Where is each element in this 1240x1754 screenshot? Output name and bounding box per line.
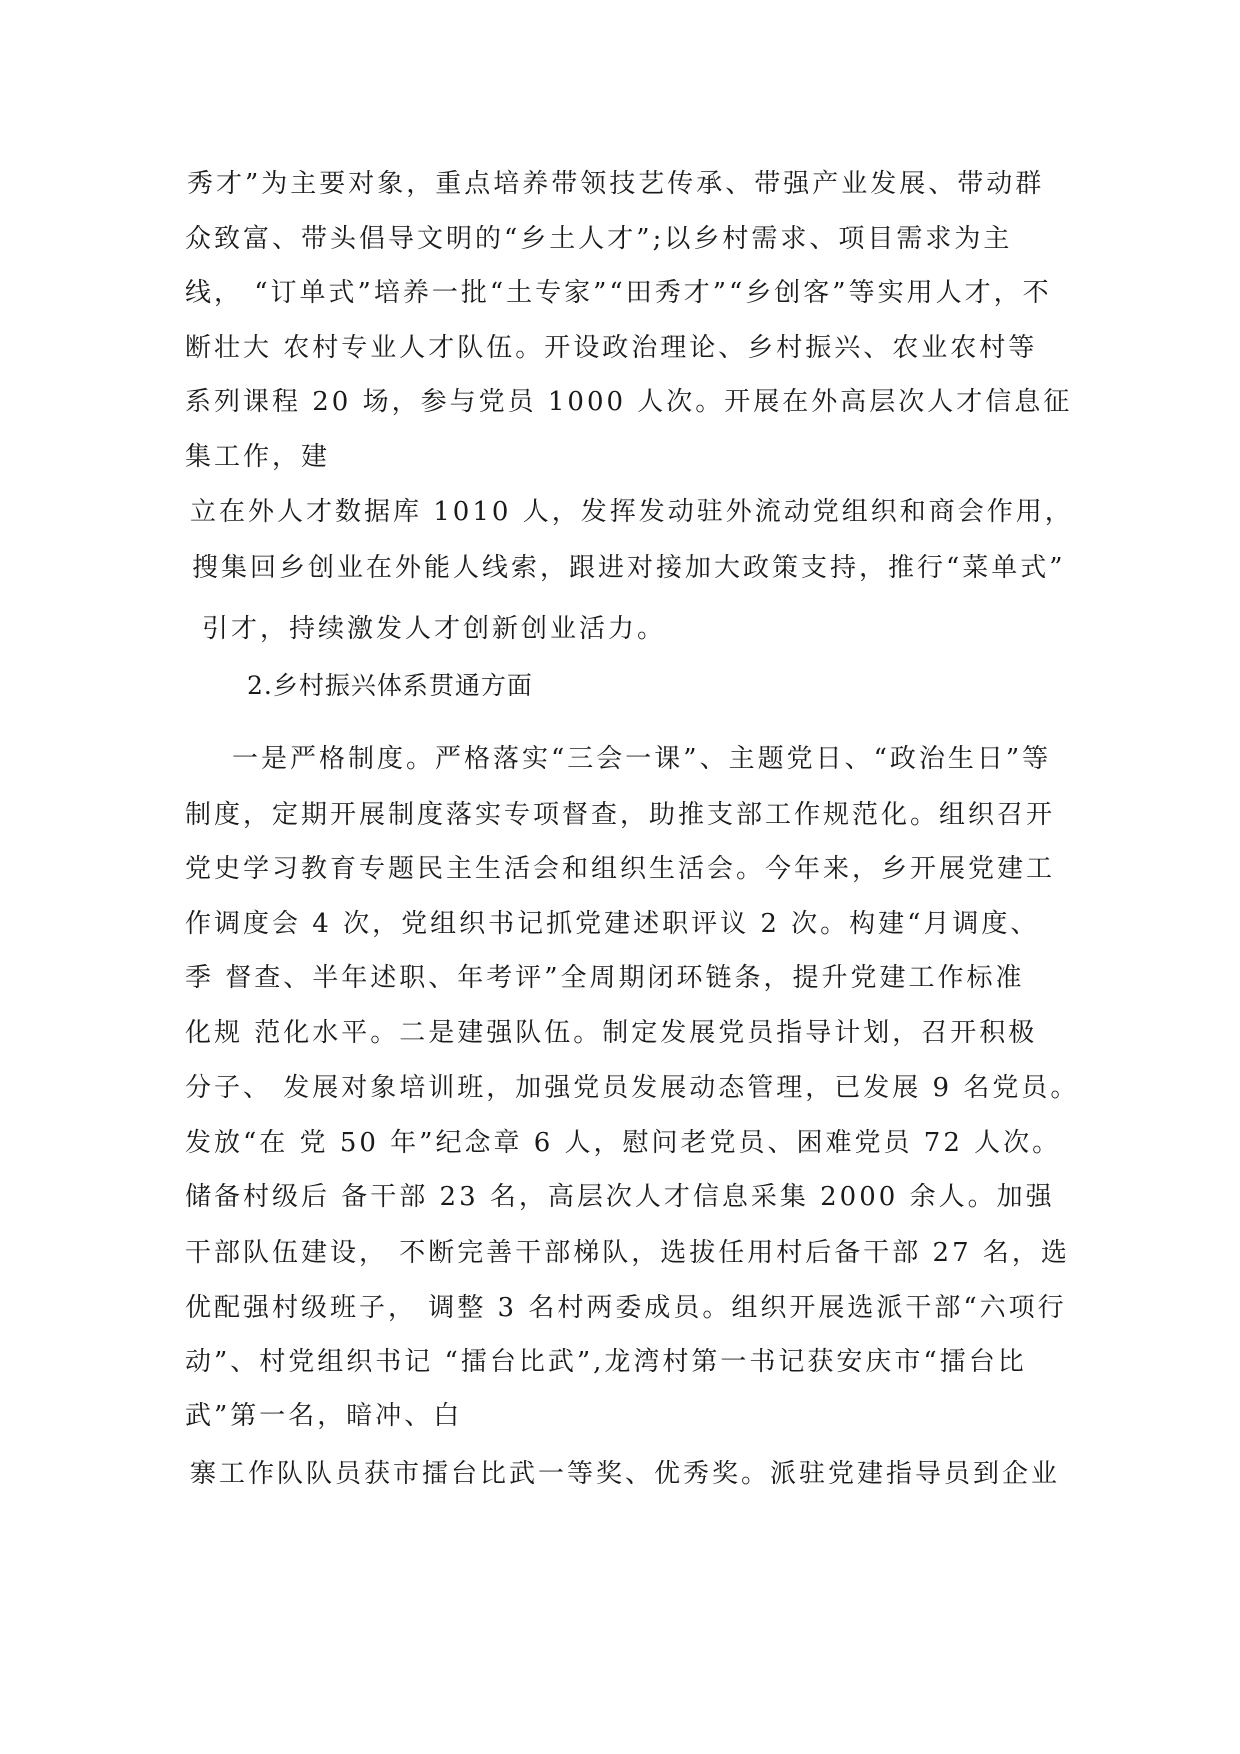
text-line: 一是严格制度。严格落实“三会一课”、主题党日、“政治生日”等 (232, 744, 1052, 774)
text-line: 化规 范化水平。二是建强队伍。制定发展党员指导计划，召开积极 (185, 1018, 1038, 1048)
text-line: 动”、村党组织书记 “擂台比武”,龙湾村第一书记获安庆市“擂台比 (185, 1347, 1027, 1377)
section-heading: 2.乡村振兴体系贯通方面 (247, 671, 533, 700)
text-line: 发放“在 党 50 年”纪念章 6 人，慰问老党员、困难党员 72 人次。 (185, 1128, 1062, 1158)
text-line: 线， “订单式”培养一批“土专家”“田秀才”“乡创客”等实用人才，不 (185, 278, 1052, 308)
text-line: 优配强村级班子， 调整 3 名村两委成员。组织开展选派干部“六项行 (185, 1293, 1067, 1323)
text-line: 断壮大 农村专业人才队伍。开设政治理论、乡村振兴、农业农村等 (185, 333, 1038, 363)
text-line: 储备村级后 备干部 23 名，高层次人才信息采集 2000 余人。加强 (185, 1182, 1055, 1212)
text-line: 寨工作队队员获市擂台比武一等奖、优秀奖。派驻党建指导员到企业 (190, 1459, 1061, 1489)
text-line: 引才，持续激发人才创新创业活力。 (202, 614, 667, 644)
text-line: 作调度会 4 次，党组织书记抓党建述职评议 2 次。构建“月调度、 (185, 909, 1040, 939)
text-line: 武”第一名，暗冲、白 (185, 1401, 463, 1431)
text-line: 制度，定期开展制度落实专项督查，助推支部工作规范化。组织召开 (185, 800, 1056, 830)
text-line: 搜集回乡创业在外能人线索，跟进对接加大政策支持，推行“菜单式” (192, 553, 1066, 583)
text-line: 党史学习教育专题民主生活会和组织生活会。今年来，乡开展党建工 (185, 854, 1056, 884)
text-line: 集工作，建 (185, 442, 331, 472)
text-line: 立在外人才数据库 1010 人，发挥发动驻外流动党组织和商会作用， (190, 497, 1074, 527)
text-line: 众致富、带头倡导文明的“乡土人才”;以乡村需求、项目需求为主 (185, 224, 1013, 254)
text-line: 系列课程 20 场，参与党员 1000 人次。开展在外高层次人才信息征 (185, 387, 1073, 417)
text-line: 分子、 发展对象培训班，加强党员发展动态管理，已发展 9 名党员。 (185, 1073, 1080, 1103)
text-line: 秀才”为主要对象，重点培养带领技艺传承、带强产业发展、带动群 (187, 169, 1045, 199)
text-line: 季 督查、半年述职、年考评”全周期闭环链条，提升党建工作标准 (185, 963, 1025, 993)
text-line: 干部队伍建设， 不断完善干部梯队，选拔任用村后备干部 27 名，选 (185, 1238, 1070, 1268)
